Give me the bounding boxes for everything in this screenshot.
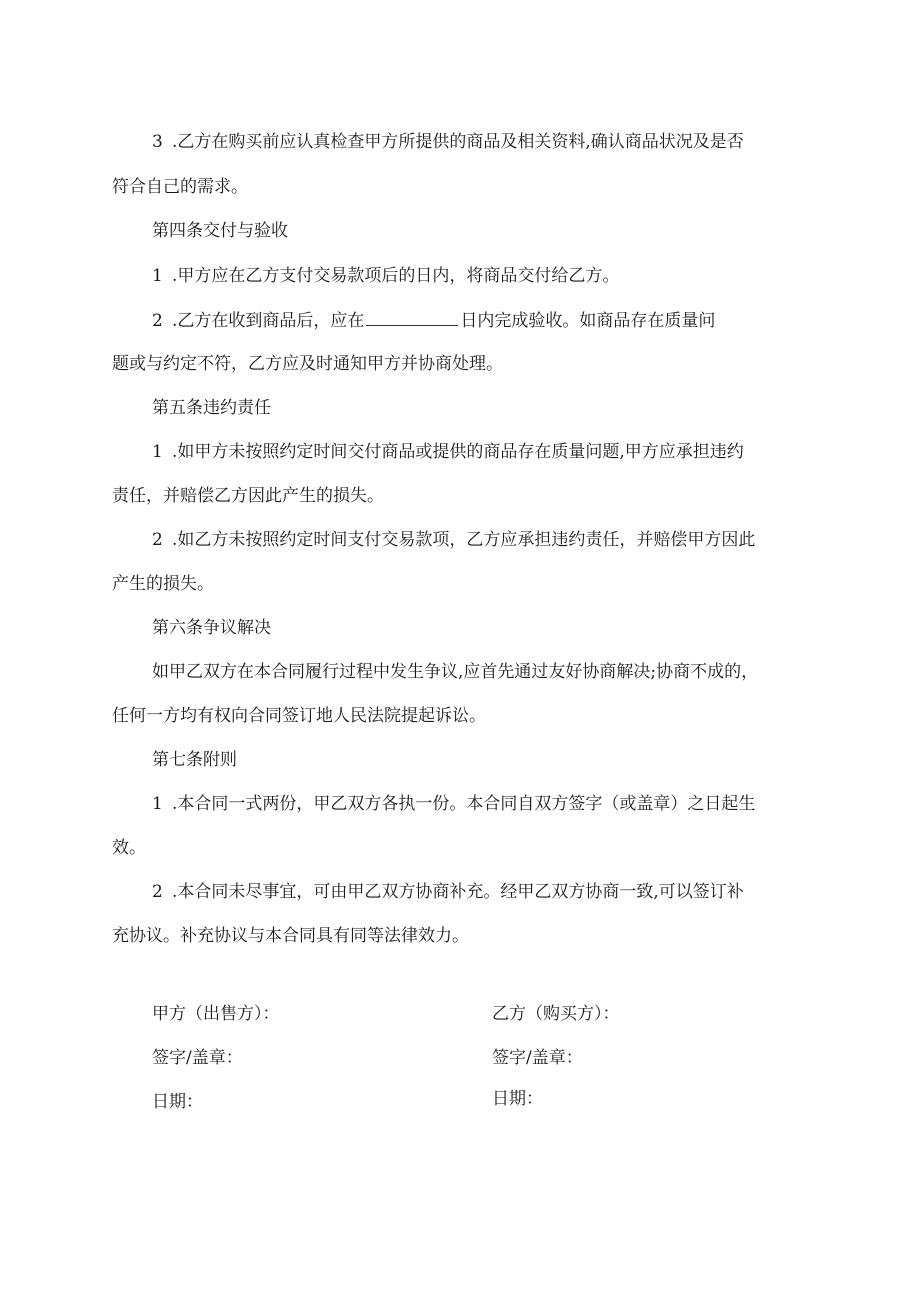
article-7-title: 第七条附则 bbox=[152, 750, 237, 770]
clause-text: 日内完成验收。如商品存在质量问 bbox=[460, 311, 716, 331]
article-7-item-1-line-1 bbox=[152, 793, 755, 815]
party-b-label: 乙方（购买方）： bbox=[492, 1004, 620, 1024]
clause-number: 1 bbox=[152, 442, 163, 462]
article-6-line-2: 任何一方均有权向合同签订地人民法院提起诉讼。 bbox=[112, 706, 486, 726]
clause-number: 3 bbox=[152, 132, 163, 152]
article-4-item-2-line-1 bbox=[152, 309, 715, 332]
clause-3-line-2: 符合自己的需求。 bbox=[112, 177, 248, 197]
clause-text: .乙方在收到商品后，应在 bbox=[172, 311, 365, 331]
clause-text: .甲方应在乙方支付交易款项后的日内，将商品交付给乙方。 bbox=[172, 266, 620, 286]
clause-number: 2 bbox=[152, 530, 163, 550]
article-7-item-2-line-1 bbox=[152, 881, 744, 903]
party-a-signature-label: 签字/盖章： bbox=[152, 1048, 243, 1068]
clause-number: 1 bbox=[152, 794, 163, 814]
days-blank-field[interactable] bbox=[366, 309, 458, 326]
article-7-item-1-line-2: 效。 bbox=[112, 838, 146, 858]
clause-number: 2 bbox=[152, 882, 163, 902]
clause-text: .乙方在购买前应认真检查甲方所提供的商品及相关资料,确认商品状况及是否 bbox=[172, 132, 744, 152]
clause-text: .本合同一式两份，甲乙双方各执一份。本合同自双方签字（或盖章）之日起生 bbox=[172, 794, 756, 814]
party-b-signature-label: 签字/盖章： bbox=[492, 1048, 583, 1068]
article-5-item-2-line-1 bbox=[152, 529, 755, 551]
clause-number: 1 bbox=[152, 266, 163, 286]
article-4-item-2-line-2: 题或与约定不符，乙方应及时通知甲方并协商处理。 bbox=[112, 354, 503, 374]
article-4-title: 第四条交付与验收 bbox=[152, 221, 288, 241]
article-7-item-2-line-2: 充协议。补充协议与本合同具有同等法律效力。 bbox=[112, 926, 469, 946]
clause-3-line-1 bbox=[152, 131, 744, 153]
clause-text: .如甲方未按照约定时间交付商品或提供的商品存在质量问题,甲方应承担违约 bbox=[172, 442, 744, 462]
party-a-date-label: 日期： bbox=[152, 1092, 203, 1112]
article-5-item-2-line-2: 产生的损失。 bbox=[112, 574, 214, 594]
clause-text: .如乙方未按照约定时间支付交易款项，乙方应承担违约责任，并赔偿甲方因此 bbox=[172, 530, 756, 550]
article-5-item-1-line-2: 责任，并赔偿乙方因此产生的损失。 bbox=[112, 486, 384, 506]
clause-text: .本合同未尽事宜，可由甲乙双方协商补充。经甲乙双方协商一致,可以签订补 bbox=[172, 882, 744, 902]
article-6-line-1: 如甲乙双方在本合同履行过程中发生争议,应首先通过友好协商解决;协商不成的， bbox=[152, 662, 759, 682]
party-a-label: 甲方（出售方）： bbox=[152, 1004, 280, 1024]
party-b-date-label: 日期： bbox=[492, 1089, 543, 1109]
article-5-title: 第五条违约责任 bbox=[152, 398, 271, 418]
clause-number: 2 bbox=[152, 311, 163, 331]
article-4-item-1 bbox=[152, 265, 619, 287]
article-5-item-1-line-1 bbox=[152, 441, 744, 463]
article-6-title: 第六条争议解决 bbox=[152, 618, 271, 638]
